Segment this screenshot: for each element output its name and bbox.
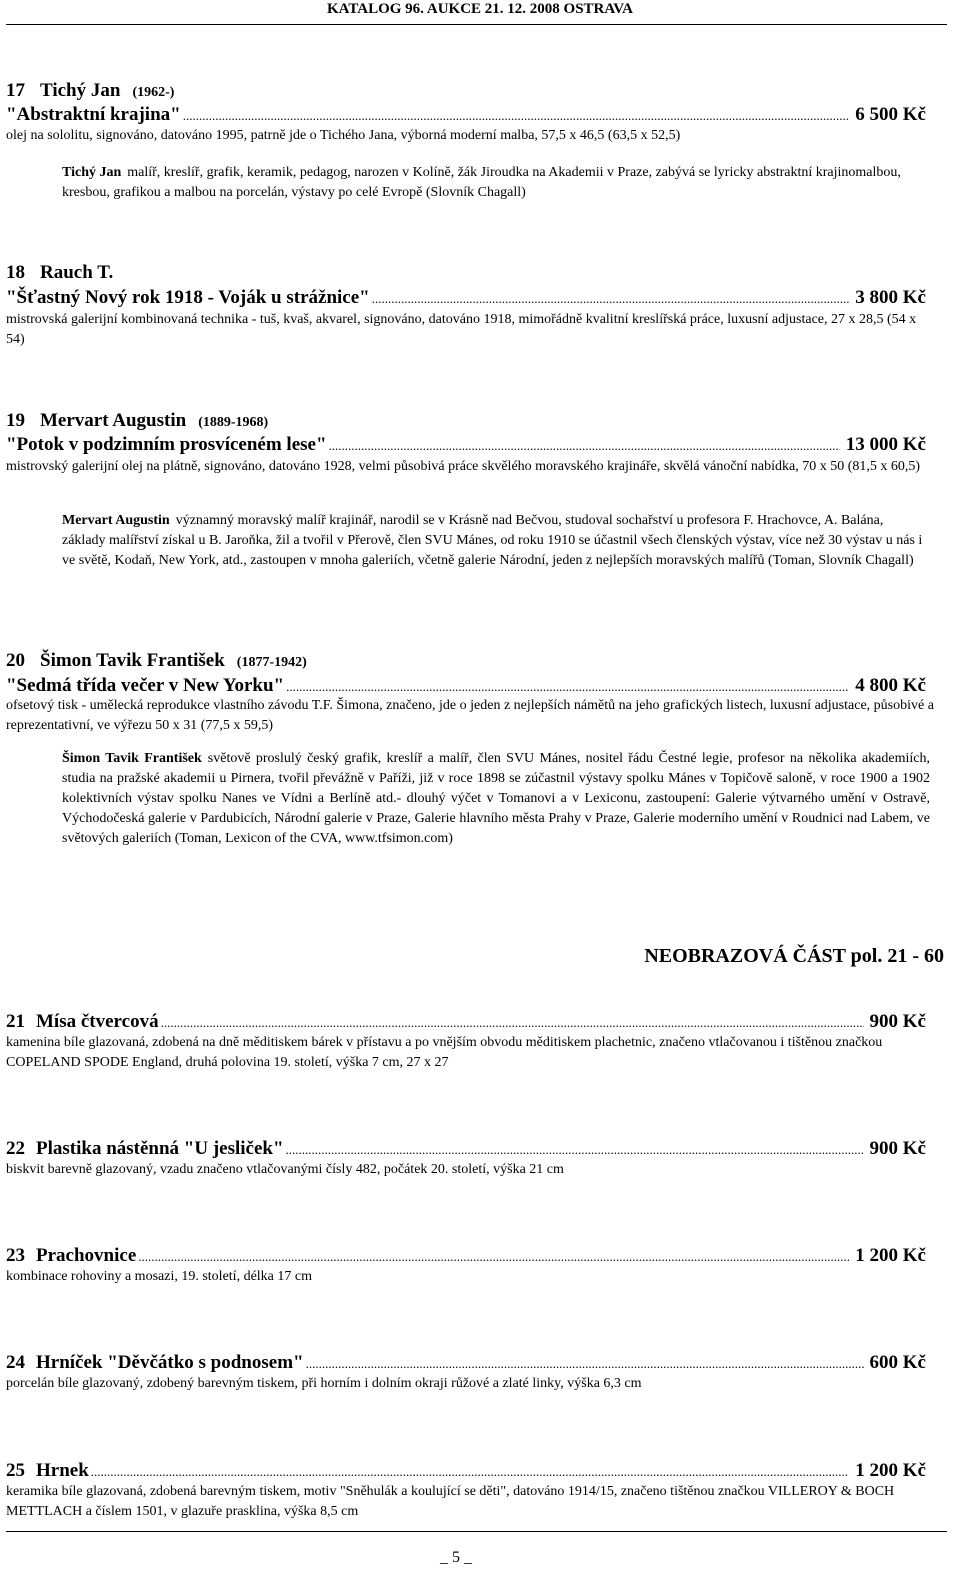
lot-price: 13 000 Kč bbox=[845, 434, 926, 455]
lot-24-description: porcelán bíle glazovaný, zdobený barevným tiskem, při horním i dolním okraji růžové a zlaté linky, výška 6,3 cm bbox=[6, 1376, 642, 1391]
lot-number: 20 bbox=[6, 650, 25, 671]
lot-artist: Šimon Tavik František bbox=[40, 650, 225, 671]
lot-title: "Šťastný Nový rok 1918 - Voják u strážnice" bbox=[6, 287, 370, 308]
lot-25-title-line bbox=[6, 1460, 926, 1483]
lot-18-heading bbox=[6, 262, 113, 284]
lot-19-heading bbox=[6, 410, 268, 434]
lot-price: 900 Kč bbox=[869, 1138, 926, 1159]
lot-25-description: keramika bíle glazovaná, zdobená barevným tiskem, motiv "Sněhulák a koulující se děti", datováno 1914/15, značeno tištěnou značkou VILLEROY & BOCH METTLACH a číslem 1501, v glazuře prasklina, výška 8,5 cm bbox=[6, 1484, 895, 1519]
dot-leader bbox=[286, 1139, 864, 1161]
lot-21-title-line bbox=[6, 1011, 926, 1034]
lot-20-biography bbox=[62, 749, 930, 849]
lot-price: 900 Kč bbox=[869, 1011, 926, 1032]
lot-17-heading bbox=[6, 80, 174, 104]
bio-text: významný moravský malíř krajinář, narodil se v Krásně nad Bečvou, studoval sochařství u profesora F. Hrachovce, A. Balána, základy malířství získal u B. Jaroňka, žil a tvořil v Přerově, člen SVU Mánes, od roku 1910 se účastnil všech členských výstav, více než 30 výstav u nás i ve světě, Kodaň, New York, atd., zastoupen v mnoha galeriích, včetně galerie Národní, jeden z nejlepších moravských malířů (Toman, Slovník Chagall) bbox=[62, 513, 923, 568]
lot-23-description: kombinace rohoviny a mosazi, 19. století, délka 17 cm bbox=[6, 1269, 312, 1284]
lot-artist: Rauch T. bbox=[40, 262, 114, 283]
lot-number: 23 bbox=[6, 1245, 25, 1266]
lot-title: Hrnek bbox=[36, 1460, 89, 1481]
dot-leader bbox=[183, 105, 850, 127]
lot-price: 600 Kč bbox=[869, 1352, 926, 1373]
dot-leader bbox=[329, 435, 840, 457]
lot-23-title-line bbox=[6, 1245, 926, 1268]
lot-artist-years: (1962-) bbox=[132, 85, 175, 100]
lot-artist: Tichý Jan bbox=[40, 80, 121, 101]
dot-leader bbox=[161, 1012, 864, 1034]
lot-price: 1 200 Kč bbox=[855, 1460, 926, 1481]
lot-number: 18 bbox=[6, 262, 25, 283]
lot-19-title-line bbox=[6, 434, 926, 457]
footer-rule bbox=[6, 1531, 947, 1532]
dot-leader bbox=[286, 676, 849, 698]
lot-18-description: mistrovská galerijní kombinovaná technika - tuš, kvaš, akvarel, signováno, datováno 1918, mimořádně kvalitní kreslířská práce, luxusní adjustace, 27 x 28,5 (54 x 54) bbox=[6, 312, 917, 347]
dot-leader bbox=[91, 1461, 850, 1483]
lot-22-title-line bbox=[6, 1138, 926, 1161]
lot-number: 25 bbox=[6, 1460, 25, 1481]
lot-artist-years: (1889-1968) bbox=[198, 415, 269, 430]
catalog-title: KATALOG 96. AUKCE 21. 12. 2008 OSTRAVA bbox=[326, 1, 634, 17]
lot-artist-years: (1877-1942) bbox=[236, 655, 307, 670]
lot-17-biography bbox=[62, 163, 930, 203]
dot-leader bbox=[372, 288, 850, 310]
bio-artist-name: Tichý Jan bbox=[62, 165, 122, 180]
page-number: _ 5 _ bbox=[440, 1549, 472, 1566]
lot-number: 17 bbox=[6, 80, 25, 101]
dot-leader bbox=[138, 1246, 849, 1268]
lot-number: 21 bbox=[6, 1011, 25, 1032]
lot-17-description: olej na sololitu, signováno, datováno 1995, patrně jde o Tichého Jana, výborná moderní malba, 57,5 x 46,5 (63,5 x 52,5) bbox=[6, 128, 681, 143]
lot-title: Plastika nástěnná "U jesliček" bbox=[36, 1138, 284, 1159]
lot-19-description: mistrovský galerijní olej na plátně, signováno, datováno 1928, velmi působivá práce skvělého moravského krajináře, skvělá vánoční nabídka, 70 x 50 (81,5 x 60,5) bbox=[6, 459, 921, 474]
lot-18-title-line bbox=[6, 287, 926, 310]
lot-20-heading bbox=[6, 650, 307, 674]
lot-title: "Abstraktní krajina" bbox=[6, 104, 181, 125]
bio-text: malíř, kreslíř, grafik, keramik, pedagog, narozen v Kolíně, žák Jiroudka na Akademii v Praze, zabývá se lyricky abstraktní krajinomalbou, kresbou, grafikou a malbou na porcelán, výstavy po celé Evropě (Slovník Chagall) bbox=[62, 165, 901, 200]
lot-title: Prachovnice bbox=[36, 1245, 137, 1266]
section-heading: NEOBRAZOVÁ ČÁST pol. 21 - 60 bbox=[644, 945, 944, 967]
lot-title: "Sedmá třída večer v New Yorku" bbox=[6, 675, 285, 696]
lot-artist: Mervart Augustin bbox=[40, 410, 187, 431]
lot-price: 4 800 Kč bbox=[855, 675, 926, 696]
dot-leader bbox=[306, 1353, 864, 1375]
lot-price: 1 200 Kč bbox=[855, 1245, 926, 1266]
lot-title: "Potok v podzimním prosvíceném lese" bbox=[6, 434, 327, 455]
lot-price: 6 500 Kč bbox=[855, 104, 926, 125]
lot-20-description: ofsetový tisk - umělecká reprodukce vlastního závodu T.F. Šimona, značeno, jde o jeden z nejlepších námětů na jeho grafických listech, luxusní adjustace, působivé a reprezentativní, ve výřezu 50 x 31 (77,5 x 59,5) bbox=[6, 698, 934, 733]
lot-24-title-line bbox=[6, 1352, 926, 1375]
lot-number: 22 bbox=[6, 1138, 25, 1159]
lot-title: Hrníček "Děvčátko s podnosem" bbox=[36, 1352, 304, 1373]
lot-title: Mísa čtvercová bbox=[36, 1011, 159, 1032]
lot-21-description: kamenina bíle glazovaná, zdobená na dně měditiskem bárek v přístavu a po vnějším obvodu měditiskem plachetnic, značeno vtlačovanou i tištěnou značkou COPELAND SPODE England, druhá polovina 19. století, výška 7 cm, 27 x 27 bbox=[6, 1035, 883, 1070]
lot-price: 3 800 Kč bbox=[855, 287, 926, 308]
lot-22-description: biskvit barevně glazovaný, vzadu značeno vtlačovanými čísly 482, počátek 20. století, výška 21 cm bbox=[6, 1162, 564, 1177]
lot-19-biography bbox=[62, 511, 930, 571]
lot-number: 24 bbox=[6, 1352, 25, 1373]
bio-artist-name: Mervart Augustin bbox=[62, 513, 170, 528]
lot-number: 19 bbox=[6, 410, 25, 431]
catalog-header bbox=[0, 0, 960, 22]
lot-17-title-line bbox=[6, 104, 926, 127]
bio-text: světově proslulý český grafik, kreslíř a malíř, člen SVU Mánes, nositel řádu Čestné legie, profesor na několika akademiích, studia na pražské akademii u Pirnera, tvořil převážně v Paříži, již v roce 1898 se zúčastnil výstavy spolku Mánes v Topičově saloně, v roce 1900 a 1902 kolektivních výstav spolku Nanes ve Vídni a Berlíně atd.- dlouhý výčet v Tomanovi a v Lexiconu, zastoupení: Galerie výtvarného umění v Ostravě, Východočeská galerie v Pardubicích, Národní galerie v Praze, Galerie hlavního města Prahy v Praze, Galerie moderního umění v Roudnici nad Labem, ve světových galeriích (Toman, Lexicon of the CVA, www.tfsimon.com) bbox=[62, 751, 930, 846]
header-rule bbox=[6, 24, 947, 25]
lot-20-title-line bbox=[6, 675, 926, 698]
bio-artist-name: Šimon Tavik František bbox=[62, 751, 202, 766]
